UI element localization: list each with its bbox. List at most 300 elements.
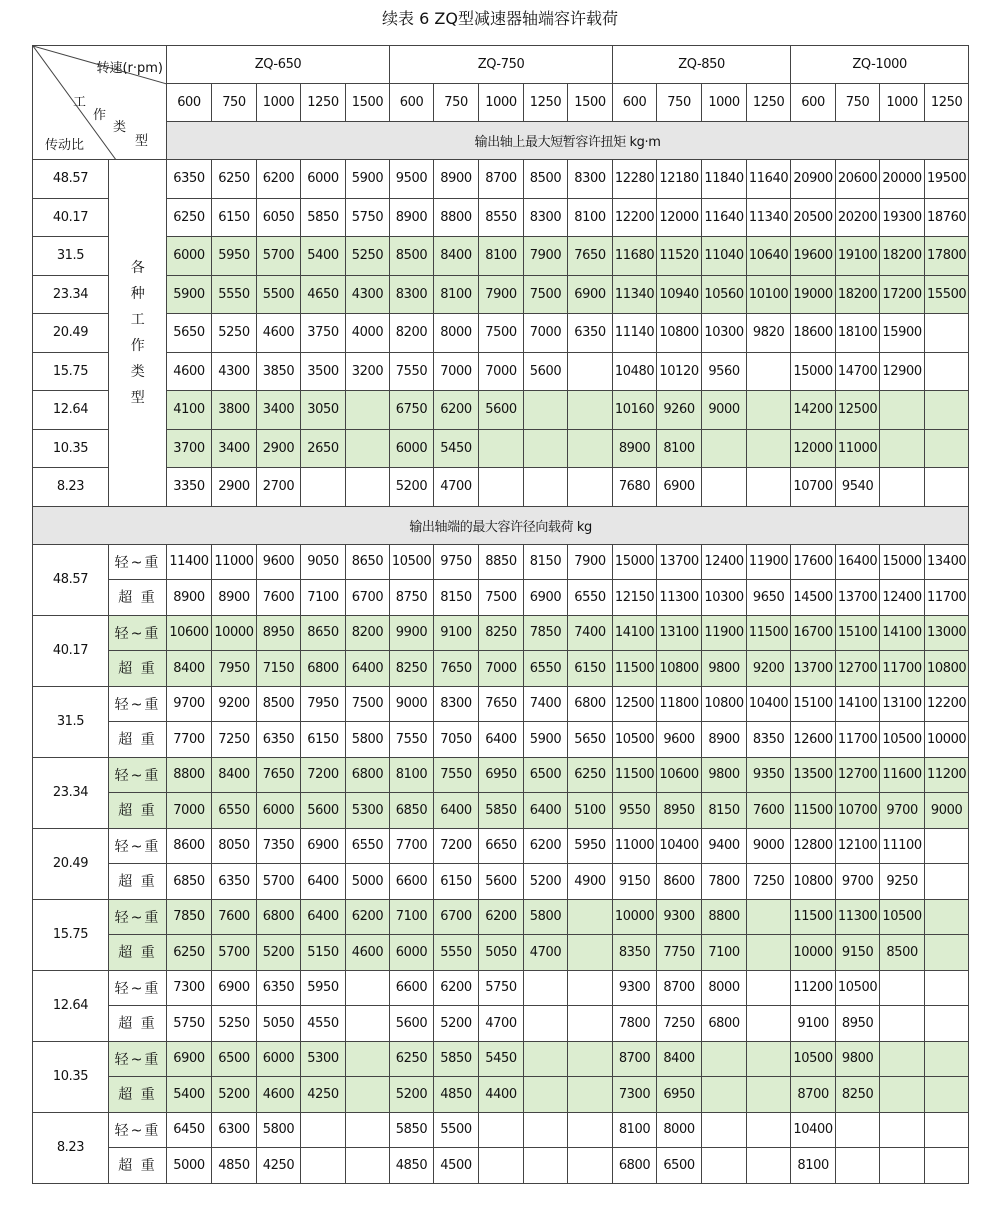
model-header: ZQ-650 bbox=[167, 46, 390, 84]
value-cell: 5950 bbox=[568, 828, 613, 864]
value-cell: 6600 bbox=[390, 864, 434, 900]
worktype-all-cell bbox=[109, 160, 167, 507]
value-cell: 4600 bbox=[257, 314, 301, 353]
value-cell: 3200 bbox=[346, 352, 390, 391]
value-cell: 4500 bbox=[434, 1148, 479, 1184]
value-cell: 9650 bbox=[747, 580, 791, 616]
value-cell: 4850 bbox=[434, 1077, 479, 1113]
value-cell bbox=[925, 429, 969, 468]
speed-header: 1000 bbox=[479, 84, 524, 122]
value-cell: 18200 bbox=[836, 275, 880, 314]
value-cell: 10120 bbox=[657, 352, 702, 391]
value-cell: 7550 bbox=[390, 722, 434, 758]
value-cell: 8150 bbox=[434, 580, 479, 616]
value-cell: 7900 bbox=[479, 275, 524, 314]
value-cell bbox=[880, 1148, 925, 1184]
value-cell: 5900 bbox=[524, 722, 568, 758]
value-cell: 10400 bbox=[747, 686, 791, 722]
value-cell bbox=[346, 429, 390, 468]
value-cell: 12400 bbox=[880, 580, 925, 616]
value-cell: 6350 bbox=[212, 864, 257, 900]
ratio-cell: 20.49 bbox=[33, 828, 109, 899]
ratio-cell: 10.35 bbox=[33, 1041, 109, 1112]
value-cell: 3350 bbox=[167, 468, 212, 507]
value-cell: 8350 bbox=[747, 722, 791, 758]
ratio-cell: 40.17 bbox=[33, 198, 109, 237]
value-cell bbox=[925, 1041, 969, 1077]
value-cell: 12500 bbox=[836, 391, 880, 430]
value-cell: 4300 bbox=[212, 352, 257, 391]
value-cell: 10560 bbox=[702, 275, 747, 314]
value-cell bbox=[301, 1112, 346, 1148]
value-cell: 9100 bbox=[434, 615, 479, 651]
value-cell: 7050 bbox=[434, 722, 479, 758]
value-cell bbox=[925, 970, 969, 1006]
value-cell: 7000 bbox=[524, 314, 568, 353]
value-cell: 15000 bbox=[613, 544, 657, 580]
value-cell: 8100 bbox=[390, 757, 434, 793]
value-cell: 12700 bbox=[836, 757, 880, 793]
value-cell: 11500 bbox=[747, 615, 791, 651]
value-cell: 16400 bbox=[836, 544, 880, 580]
worktype-label-char: 作 bbox=[93, 108, 107, 123]
value-cell: 9000 bbox=[747, 828, 791, 864]
speed-header: 1250 bbox=[524, 84, 568, 122]
value-cell: 7250 bbox=[657, 1006, 702, 1042]
section-title-torque: 输出轴上最大短暂容许扭矩 kg·m bbox=[167, 122, 969, 160]
value-cell: 11800 bbox=[657, 686, 702, 722]
value-cell: 6550 bbox=[212, 793, 257, 829]
value-cell bbox=[346, 1006, 390, 1042]
worktype-cell: 超 重 bbox=[109, 722, 167, 758]
value-cell: 9050 bbox=[301, 544, 346, 580]
value-cell: 11100 bbox=[880, 828, 925, 864]
value-cell: 8250 bbox=[479, 615, 524, 651]
value-cell: 5250 bbox=[346, 237, 390, 276]
value-cell: 6800 bbox=[613, 1148, 657, 1184]
value-cell: 6850 bbox=[167, 864, 212, 900]
value-cell: 11000 bbox=[212, 544, 257, 580]
value-cell: 10400 bbox=[791, 1112, 836, 1148]
value-cell: 9820 bbox=[747, 314, 791, 353]
worktype-cell: 超 重 bbox=[109, 1077, 167, 1113]
value-cell bbox=[568, 429, 613, 468]
value-cell: 19600 bbox=[791, 237, 836, 276]
ratio-cell: 40.17 bbox=[33, 615, 109, 686]
value-cell: 11600 bbox=[880, 757, 925, 793]
value-cell: 11200 bbox=[791, 970, 836, 1006]
value-cell: 11900 bbox=[702, 615, 747, 651]
ratio-cell: 15.75 bbox=[33, 352, 109, 391]
value-cell: 5850 bbox=[390, 1112, 434, 1148]
value-cell: 4250 bbox=[301, 1077, 346, 1113]
value-cell bbox=[479, 1112, 524, 1148]
value-cell bbox=[524, 468, 568, 507]
speed-header: 750 bbox=[212, 84, 257, 122]
value-cell: 7250 bbox=[212, 722, 257, 758]
worktype-cell: 轻~重 bbox=[109, 615, 167, 651]
value-cell bbox=[524, 1112, 568, 1148]
value-cell: 10500 bbox=[880, 899, 925, 935]
value-cell: 12800 bbox=[791, 828, 836, 864]
value-cell: 12900 bbox=[880, 352, 925, 391]
value-cell: 6950 bbox=[657, 1077, 702, 1113]
value-cell: 8650 bbox=[346, 544, 390, 580]
value-cell: 3500 bbox=[301, 352, 346, 391]
value-cell bbox=[747, 935, 791, 971]
worktype-cell: 轻~重 bbox=[109, 1041, 167, 1077]
value-cell bbox=[568, 1148, 613, 1184]
worktype-cell: 超 重 bbox=[109, 580, 167, 616]
value-cell: 5850 bbox=[479, 793, 524, 829]
value-cell: 15100 bbox=[836, 615, 880, 651]
value-cell: 7400 bbox=[568, 615, 613, 651]
value-cell bbox=[925, 391, 969, 430]
value-cell: 10800 bbox=[657, 651, 702, 687]
value-cell: 10500 bbox=[791, 1041, 836, 1077]
value-cell bbox=[702, 1148, 747, 1184]
value-cell: 6750 bbox=[390, 391, 434, 430]
value-cell: 20500 bbox=[791, 198, 836, 237]
value-cell: 5000 bbox=[346, 864, 390, 900]
value-cell: 11500 bbox=[613, 757, 657, 793]
value-cell bbox=[524, 1077, 568, 1113]
value-cell: 9500 bbox=[390, 160, 434, 199]
value-cell: 7250 bbox=[747, 864, 791, 900]
value-cell: 12700 bbox=[836, 651, 880, 687]
value-cell: 16700 bbox=[791, 615, 836, 651]
value-cell: 5750 bbox=[346, 198, 390, 237]
value-cell: 19500 bbox=[925, 160, 969, 199]
value-cell: 8500 bbox=[390, 237, 434, 276]
value-cell: 6900 bbox=[301, 828, 346, 864]
value-cell: 8050 bbox=[212, 828, 257, 864]
value-cell: 4000 bbox=[346, 314, 390, 353]
value-cell bbox=[568, 899, 613, 935]
value-cell: 7500 bbox=[479, 314, 524, 353]
speed-header: 600 bbox=[167, 84, 212, 122]
value-cell bbox=[702, 1077, 747, 1113]
worktype-label-char: 工 bbox=[73, 95, 87, 110]
value-cell: 4700 bbox=[479, 1006, 524, 1042]
value-cell: 7650 bbox=[257, 757, 301, 793]
value-cell: 9000 bbox=[702, 391, 747, 430]
value-cell: 8250 bbox=[836, 1077, 880, 1113]
value-cell: 6000 bbox=[257, 793, 301, 829]
speed-header: 1500 bbox=[568, 84, 613, 122]
value-cell: 19300 bbox=[880, 198, 925, 237]
value-cell: 11700 bbox=[880, 651, 925, 687]
value-cell: 14200 bbox=[791, 391, 836, 430]
value-cell bbox=[925, 1077, 969, 1113]
value-cell: 8400 bbox=[167, 651, 212, 687]
value-cell: 5850 bbox=[434, 1041, 479, 1077]
value-cell: 17600 bbox=[791, 544, 836, 580]
ratio-cell: 23.34 bbox=[33, 757, 109, 828]
value-cell: 9800 bbox=[702, 651, 747, 687]
value-cell: 5600 bbox=[479, 864, 524, 900]
worktype-cell: 轻~重 bbox=[109, 970, 167, 1006]
value-cell bbox=[925, 1006, 969, 1042]
value-cell bbox=[568, 1041, 613, 1077]
value-cell: 9600 bbox=[657, 722, 702, 758]
value-cell: 11300 bbox=[836, 899, 880, 935]
value-cell: 8100 bbox=[568, 198, 613, 237]
value-cell: 8800 bbox=[434, 198, 479, 237]
value-cell: 8550 bbox=[479, 198, 524, 237]
value-cell: 6150 bbox=[212, 198, 257, 237]
value-cell: 11640 bbox=[747, 160, 791, 199]
value-cell bbox=[925, 468, 969, 507]
value-cell: 20000 bbox=[880, 160, 925, 199]
value-cell: 10700 bbox=[836, 793, 880, 829]
value-cell: 9150 bbox=[613, 864, 657, 900]
value-cell: 7100 bbox=[390, 899, 434, 935]
value-cell: 8000 bbox=[702, 970, 747, 1006]
value-cell: 7700 bbox=[167, 722, 212, 758]
value-cell: 8300 bbox=[524, 198, 568, 237]
speed-header: 1000 bbox=[880, 84, 925, 122]
value-cell: 13000 bbox=[925, 615, 969, 651]
speed-header: 750 bbox=[657, 84, 702, 122]
value-cell: 5950 bbox=[301, 970, 346, 1006]
speed-header: 1000 bbox=[257, 84, 301, 122]
ratio-cell: 48.57 bbox=[33, 544, 109, 615]
value-cell: 7100 bbox=[702, 935, 747, 971]
value-cell: 12150 bbox=[613, 580, 657, 616]
value-cell: 7000 bbox=[167, 793, 212, 829]
value-cell: 6250 bbox=[568, 757, 613, 793]
value-cell: 10940 bbox=[657, 275, 702, 314]
ratio-cell: 23.34 bbox=[33, 275, 109, 314]
worktype-char: 种 bbox=[130, 285, 145, 302]
value-cell bbox=[568, 1006, 613, 1042]
value-cell: 9600 bbox=[257, 544, 301, 580]
value-cell: 5900 bbox=[346, 160, 390, 199]
value-cell: 7000 bbox=[479, 352, 524, 391]
model-header: ZQ-1000 bbox=[791, 46, 969, 84]
value-cell: 6800 bbox=[702, 1006, 747, 1042]
value-cell: 9260 bbox=[657, 391, 702, 430]
value-cell: 5200 bbox=[524, 864, 568, 900]
value-cell: 8100 bbox=[613, 1112, 657, 1148]
value-cell: 5300 bbox=[346, 793, 390, 829]
value-cell bbox=[524, 970, 568, 1006]
value-cell: 6200 bbox=[479, 899, 524, 935]
value-cell bbox=[747, 970, 791, 1006]
value-cell: 15900 bbox=[880, 314, 925, 353]
value-cell: 7550 bbox=[434, 757, 479, 793]
value-cell: 5050 bbox=[257, 1006, 301, 1042]
value-cell: 6200 bbox=[257, 160, 301, 199]
value-cell: 7300 bbox=[167, 970, 212, 1006]
value-cell: 6450 bbox=[167, 1112, 212, 1148]
value-cell: 12600 bbox=[791, 722, 836, 758]
value-cell: 3750 bbox=[301, 314, 346, 353]
value-cell: 7850 bbox=[524, 615, 568, 651]
value-cell: 14500 bbox=[791, 580, 836, 616]
value-cell: 8100 bbox=[434, 275, 479, 314]
value-cell: 7500 bbox=[524, 275, 568, 314]
value-cell: 6150 bbox=[568, 651, 613, 687]
value-cell: 8400 bbox=[212, 757, 257, 793]
model-header: ZQ-850 bbox=[613, 46, 791, 84]
value-cell bbox=[524, 1148, 568, 1184]
value-cell: 8350 bbox=[613, 935, 657, 971]
value-cell bbox=[880, 1041, 925, 1077]
value-cell: 10000 bbox=[925, 722, 969, 758]
value-cell: 8000 bbox=[434, 314, 479, 353]
value-cell: 7680 bbox=[613, 468, 657, 507]
value-cell: 4650 bbox=[301, 275, 346, 314]
value-cell: 13700 bbox=[836, 580, 880, 616]
value-cell: 7550 bbox=[390, 352, 434, 391]
speed-header: 600 bbox=[613, 84, 657, 122]
value-cell: 11500 bbox=[791, 793, 836, 829]
value-cell: 8900 bbox=[167, 580, 212, 616]
value-cell bbox=[524, 391, 568, 430]
value-cell bbox=[346, 970, 390, 1006]
value-cell: 6200 bbox=[346, 899, 390, 935]
value-cell: 13700 bbox=[657, 544, 702, 580]
value-cell bbox=[702, 429, 747, 468]
value-cell: 7900 bbox=[524, 237, 568, 276]
value-cell bbox=[880, 1077, 925, 1113]
value-cell: 7400 bbox=[524, 686, 568, 722]
value-cell: 8150 bbox=[524, 544, 568, 580]
value-cell bbox=[925, 864, 969, 900]
value-cell: 6250 bbox=[390, 1041, 434, 1077]
value-cell bbox=[747, 352, 791, 391]
value-cell: 3850 bbox=[257, 352, 301, 391]
ratio-cell: 12.64 bbox=[33, 970, 109, 1041]
value-cell: 4600 bbox=[257, 1077, 301, 1113]
value-cell: 8900 bbox=[434, 160, 479, 199]
value-cell: 10500 bbox=[390, 544, 434, 580]
value-cell: 10300 bbox=[702, 314, 747, 353]
value-cell bbox=[568, 352, 613, 391]
value-cell: 8300 bbox=[434, 686, 479, 722]
value-cell: 9700 bbox=[836, 864, 880, 900]
value-cell: 13700 bbox=[791, 651, 836, 687]
value-cell: 9000 bbox=[925, 793, 969, 829]
value-cell: 8400 bbox=[434, 237, 479, 276]
value-cell: 12200 bbox=[925, 686, 969, 722]
value-cell: 12280 bbox=[613, 160, 657, 199]
value-cell: 19100 bbox=[836, 237, 880, 276]
value-cell: 5450 bbox=[434, 429, 479, 468]
value-cell: 11400 bbox=[167, 544, 212, 580]
value-cell: 5200 bbox=[390, 468, 434, 507]
ratio-label: 传动比 bbox=[45, 138, 85, 153]
value-cell: 6000 bbox=[257, 1041, 301, 1077]
value-cell: 6400 bbox=[301, 864, 346, 900]
value-cell: 15000 bbox=[880, 544, 925, 580]
corner-header bbox=[33, 46, 167, 160]
value-cell: 8950 bbox=[657, 793, 702, 829]
value-cell: 4300 bbox=[346, 275, 390, 314]
value-cell: 10000 bbox=[791, 935, 836, 971]
value-cell: 5650 bbox=[568, 722, 613, 758]
ratio-cell: 31.5 bbox=[33, 686, 109, 757]
value-cell: 6350 bbox=[568, 314, 613, 353]
value-cell bbox=[568, 1112, 613, 1148]
value-cell: 12400 bbox=[702, 544, 747, 580]
value-cell: 3050 bbox=[301, 391, 346, 430]
value-cell: 18100 bbox=[836, 314, 880, 353]
value-cell: 7500 bbox=[479, 580, 524, 616]
value-cell: 7500 bbox=[346, 686, 390, 722]
value-cell: 5150 bbox=[301, 935, 346, 971]
value-cell: 6200 bbox=[434, 391, 479, 430]
value-cell: 6000 bbox=[390, 935, 434, 971]
value-cell: 8300 bbox=[568, 160, 613, 199]
value-cell: 6550 bbox=[524, 651, 568, 687]
value-cell: 6350 bbox=[257, 722, 301, 758]
value-cell: 2700 bbox=[257, 468, 301, 507]
value-cell: 7150 bbox=[257, 651, 301, 687]
value-cell: 12180 bbox=[657, 160, 702, 199]
value-cell: 11000 bbox=[613, 828, 657, 864]
value-cell: 19000 bbox=[791, 275, 836, 314]
value-cell: 13100 bbox=[657, 615, 702, 651]
value-cell: 9540 bbox=[836, 468, 880, 507]
speed-header: 1250 bbox=[301, 84, 346, 122]
value-cell: 10100 bbox=[747, 275, 791, 314]
value-cell: 5650 bbox=[167, 314, 212, 353]
ratio-cell: 12.64 bbox=[33, 391, 109, 430]
value-cell bbox=[925, 352, 969, 391]
worktype-cell: 超 重 bbox=[109, 793, 167, 829]
value-cell: 6200 bbox=[434, 970, 479, 1006]
value-cell: 8500 bbox=[524, 160, 568, 199]
value-cell bbox=[747, 468, 791, 507]
value-cell bbox=[747, 1077, 791, 1113]
value-cell: 12100 bbox=[836, 828, 880, 864]
value-cell: 7000 bbox=[479, 651, 524, 687]
value-cell: 4600 bbox=[167, 352, 212, 391]
value-cell: 9150 bbox=[836, 935, 880, 971]
value-cell: 12200 bbox=[613, 198, 657, 237]
value-cell bbox=[747, 1148, 791, 1184]
value-cell bbox=[925, 828, 969, 864]
value-cell: 7900 bbox=[568, 544, 613, 580]
value-cell: 7950 bbox=[301, 686, 346, 722]
value-cell: 6900 bbox=[167, 1041, 212, 1077]
value-cell: 5950 bbox=[212, 237, 257, 276]
value-cell bbox=[479, 468, 524, 507]
value-cell: 6250 bbox=[167, 935, 212, 971]
value-cell: 11700 bbox=[836, 722, 880, 758]
ratio-cell: 20.49 bbox=[33, 314, 109, 353]
value-cell: 6250 bbox=[212, 160, 257, 199]
value-cell: 7750 bbox=[657, 935, 702, 971]
value-cell: 9700 bbox=[167, 686, 212, 722]
worktype-cell: 超 重 bbox=[109, 1148, 167, 1184]
value-cell bbox=[747, 1112, 791, 1148]
value-cell: 7950 bbox=[212, 651, 257, 687]
value-cell: 8600 bbox=[657, 864, 702, 900]
value-cell: 8200 bbox=[390, 314, 434, 353]
value-cell: 5700 bbox=[257, 237, 301, 276]
value-cell: 4700 bbox=[434, 468, 479, 507]
value-cell: 5750 bbox=[479, 970, 524, 1006]
value-cell: 11340 bbox=[747, 198, 791, 237]
value-cell: 11300 bbox=[657, 580, 702, 616]
value-cell: 5050 bbox=[479, 935, 524, 971]
value-cell: 5850 bbox=[301, 198, 346, 237]
worktype-label-char: 型 bbox=[135, 134, 149, 149]
